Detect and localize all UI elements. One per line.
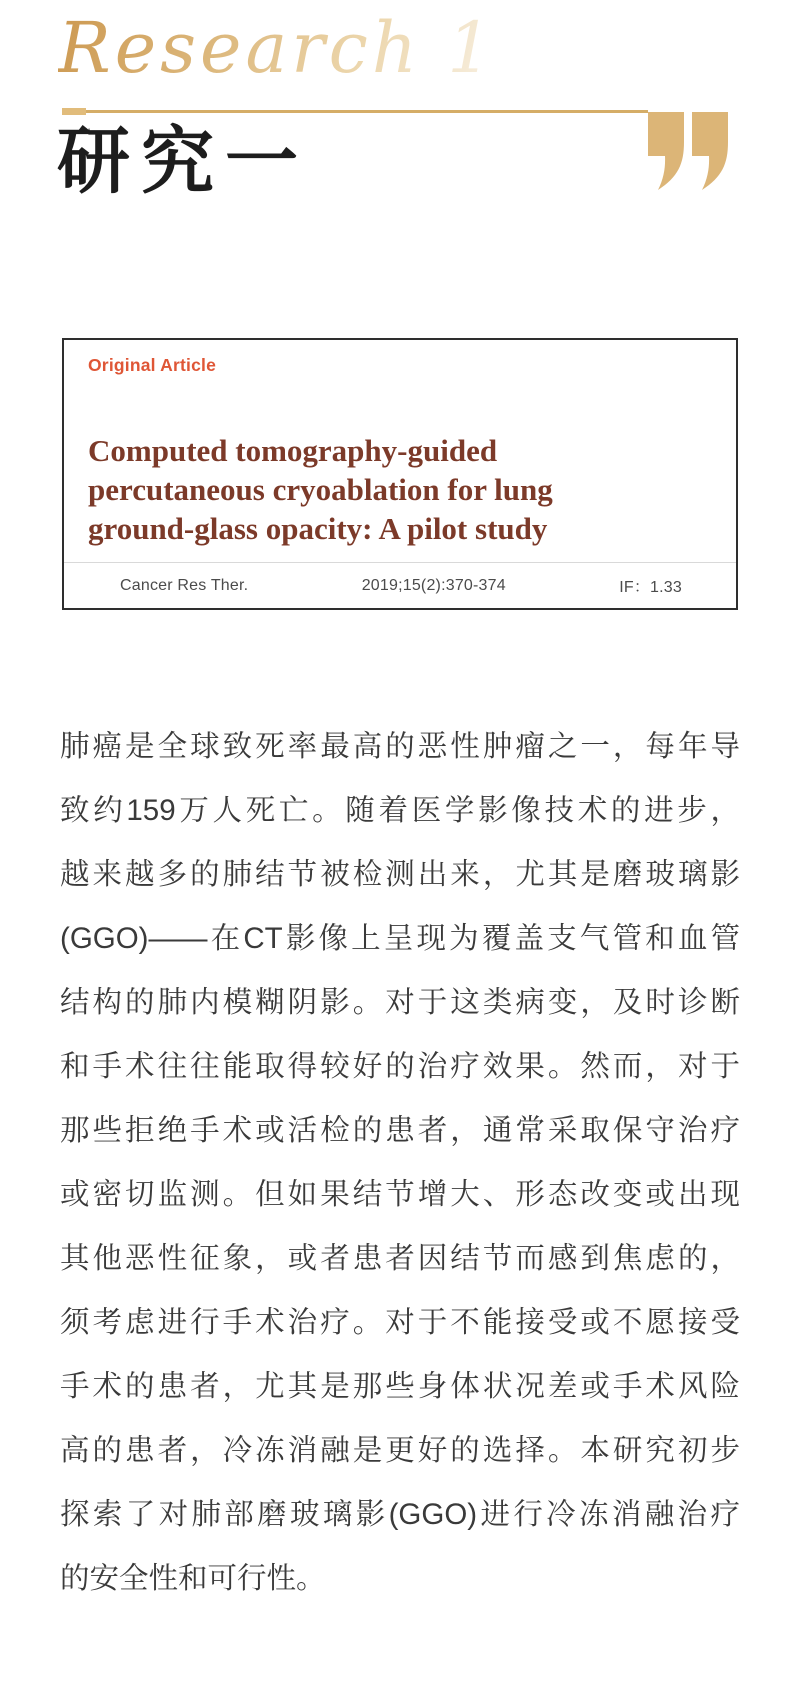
summary-line: (GGO)——在CT影像上呈现为覆盖支气管和血管: [60, 922, 740, 955]
article-title-line: ground-glass opacity: A pilot study: [88, 511, 548, 546]
summary-line: 肺癌是全球致死率最高的恶性肿瘤之一，每年导: [60, 730, 740, 763]
article-title-line: Computed tomography-guided: [88, 433, 498, 468]
citation-row: [64, 563, 736, 608]
divider-accent-block: [62, 108, 86, 115]
summary-line: 那些拒绝手术或活检的患者，通常采取保守治疗: [60, 1114, 740, 1147]
article-type-label: Original Article: [88, 355, 216, 375]
section-heading: 研究一: [57, 118, 309, 204]
summary-paragraph: [60, 715, 740, 1611]
article-title: [88, 431, 716, 548]
summary-line: 结构的肺内模糊阴影。对于这类病变，及时诊断: [60, 986, 740, 1019]
summary-line: 其他恶性征象，或者患者因结节而感到焦虑的，: [60, 1242, 740, 1275]
journal-name: Cancer Res Ther.: [120, 576, 249, 594]
summary-line: 致约159万人死亡。随着医学影像技术的进步，: [60, 794, 740, 827]
citation-info: 2019;15(2):370-374: [361, 576, 506, 594]
article-title-line: percutaneous cryoablation for lung: [88, 472, 553, 507]
summary-line: 和手术往往能取得较好的治疗效果。然而，对于: [60, 1050, 740, 1083]
summary-line: 高的患者，冷冻消融是更好的选择。本研究初步: [60, 1434, 740, 1467]
section-script-title: Research 1: [58, 7, 496, 89]
gold-divider: [62, 107, 648, 116]
impact-factor: IF：1.33: [619, 579, 682, 596]
closing-quote-icon: [648, 112, 728, 190]
summary-line: 探索了对肺部磨玻璃影(GGO)进行冷冻消融治疗: [60, 1498, 740, 1531]
summary-line: 须考虑进行手术治疗。对于不能接受或不愿接受: [60, 1306, 740, 1339]
summary-line: 手术的患者，尤其是那些身体状况差或手术风险: [60, 1370, 740, 1403]
divider-line: [62, 110, 648, 113]
summary-line: 或密切监测。但如果结节增大、形态改变或出现: [60, 1178, 740, 1211]
journal-article-card: [62, 338, 738, 610]
summary-line: 的安全性和可行性。: [60, 1562, 326, 1595]
summary-line: 越来越多的肺结节被检测出来，尤其是磨玻璃影: [60, 858, 740, 891]
